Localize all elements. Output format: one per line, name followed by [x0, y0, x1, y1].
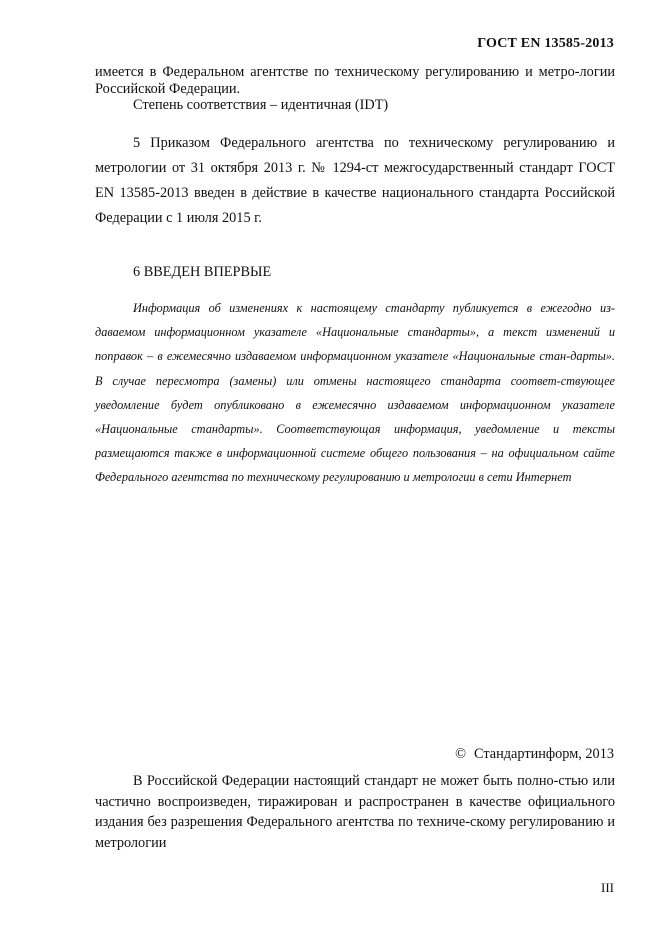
page-number: III — [601, 880, 614, 895]
copyright-symbol: © — [455, 746, 466, 762]
rights-text: В Российской Федерации настоящий стандарт не может быть полно-стью или частично воспроизведен, тиражирован и распространен в качестве официального издания без разрешения Федерального агентства по техниче-скому регулированию и метрологии — [95, 773, 615, 851]
degree-paragraph — [95, 97, 615, 114]
item-5-text: 5 Приказом Федерального агентства по техническому регулированию и метрологии от 31 октября 2013 г. № 1294-ст межгосударственный стандарт ГОСТ EN 13585-2013 введен в действие в качестве национального стандарта Российской Федерации с 1 июля 2015 г. — [95, 135, 615, 226]
info-note: Информация об изменениях к настоящему стандарту публикуется в ежегодно из-даваемом информационном указателе «Национальные стандарты», а текст изменений и поправок – в ежемесячно издаваемом информационном указателе «Национальные стан-дарты». В случае пересмотра (замены) или отмены настоящего стандарта соответ-ствующее уведомление будет опубликовано в ежемесячно издаваемом информационном указателе «Национальные стандарты». Соответствующая информация, уведомление и тексты размещаются также в информационной системе общего пользования – на официальном сайте Федерального агентства по техническому регулированию и метрологии в сети Интернет — [95, 301, 615, 485]
item-6-paragraph — [95, 263, 615, 281]
copyright-text: Стандартинформ, 2013 — [473, 746, 614, 762]
degree-text: Степень соответствия – идентичная (IDT) — [133, 97, 389, 113]
rights-paragraph — [95, 771, 615, 853]
copyright-line — [455, 745, 614, 763]
continuation-text: имеется в Федеральном агентстве по техническому регулированию и метро-логии Российской Федерации. — [95, 64, 615, 97]
item-6-text: 6 ВВЕДЕН ВПЕРВЫЕ — [133, 264, 272, 280]
document-code-header: ГОСТ EN 13585-2013 — [477, 36, 614, 51]
item-5-paragraph — [95, 131, 615, 231]
continuation-paragraph — [95, 64, 615, 98]
